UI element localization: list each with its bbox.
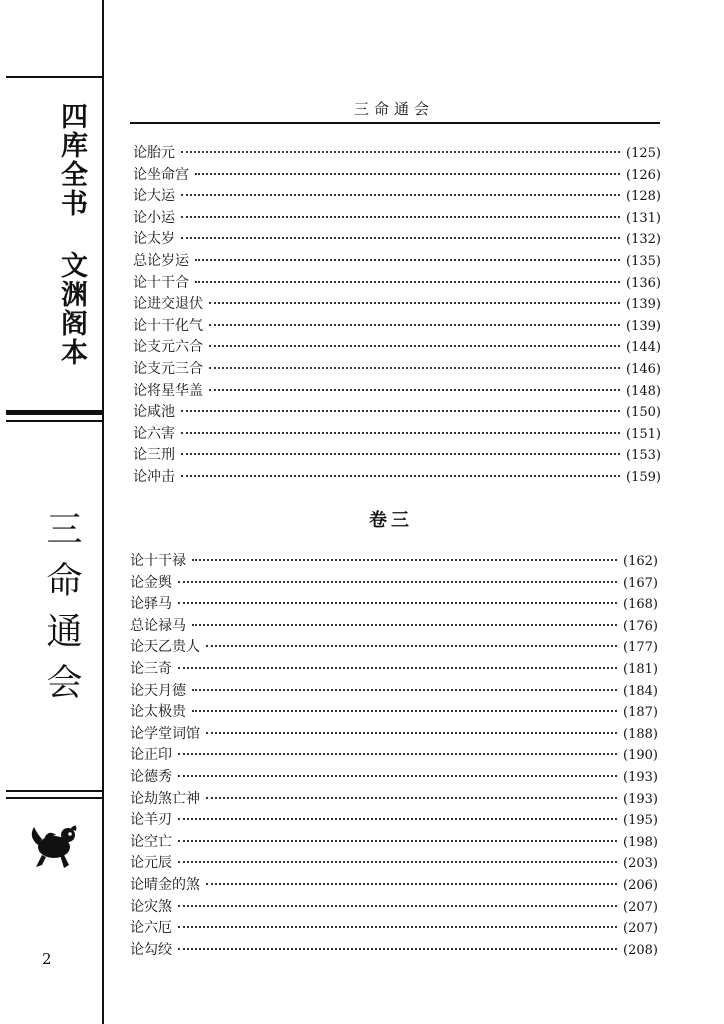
toc-entry [130,615,658,637]
toc-entry-page: (193) [623,769,658,785]
toc-entry [130,593,658,615]
dot-leader [192,559,617,561]
toc-entry-title: 论勾绞 [130,941,172,958]
toc-entry-page: (126) [626,167,661,183]
toc-entry [130,680,658,702]
toc-entry [133,142,661,164]
dragon-emblem-icon [26,815,82,871]
dot-leader [181,237,620,239]
dot-leader [181,151,620,153]
toc-entry-title: 论支元三合 [133,360,203,377]
divider [6,797,102,799]
dot-leader [178,905,617,907]
toc-entry [130,809,658,831]
toc-entry-page: (131) [626,210,661,226]
toc-entry-title: 论进交退伏 [133,296,203,313]
toc-entry-title: 论三刑 [133,447,175,464]
dot-leader [209,324,620,326]
toc-entry-page: (139) [626,318,661,334]
toc-entry [130,852,658,874]
toc-entry [133,272,661,294]
dot-leader [209,389,620,391]
toc-entry-title: 论胎元 [133,145,175,161]
toc-entry-page: (188) [623,726,658,742]
toc-entry [133,444,661,466]
dot-leader [178,948,617,950]
toc-entry-title: 论太岁 [133,231,175,248]
toc-list [130,550,658,960]
toc-entry-page: (139) [626,297,661,313]
toc-entry-title: 论元辰 [130,855,172,872]
toc-entry-page: (146) [626,361,661,377]
toc-entry [130,831,658,853]
toc-entry-title: 总论岁运 [133,252,189,269]
toc-entry-page: (195) [623,813,658,829]
toc-entry-page: (132) [626,232,661,248]
dot-leader [195,173,620,175]
toc-entry [133,380,661,402]
dot-leader [178,861,617,863]
toc-entry [130,744,658,766]
toc-entry-title: 论劫煞亡神 [130,790,200,807]
toc-entry [133,228,661,250]
dot-leader [195,281,620,283]
toc-entry [130,723,658,745]
toc-entry [130,658,658,680]
toc-entry-page: (176) [623,618,658,634]
toc-entry [133,293,661,315]
toc-entry-page: (207) [623,899,658,915]
toc-entry-title: 总论禄马 [130,617,186,634]
divider [6,76,102,78]
toc-entry-page: (207) [623,921,658,937]
toc-entry-title: 论驿马 [130,596,172,613]
toc-entry-page: (136) [626,275,661,291]
dot-leader [181,216,620,218]
dot-leader [206,645,617,647]
margin-rule [102,0,104,1024]
toc-entry [130,572,658,594]
toc-entry-page: (153) [626,448,661,464]
dot-leader [209,345,620,347]
page-number: 2 [42,950,52,968]
toc-entry-title: 论坐命宫 [133,166,189,183]
toc-entry-page: (151) [626,426,661,442]
left-margin-column [0,0,104,1024]
toc-entry-title: 论羊刃 [130,812,172,829]
volume-heading: 卷三 [369,510,413,531]
toc-entry-page: (203) [623,856,658,872]
toc-entry-title: 论德秀 [130,768,172,785]
dot-leader [192,689,617,691]
toc-entry [133,423,661,445]
dot-leader [206,797,617,799]
running-header-title: 三命通会 [354,100,435,118]
toc-list [133,142,661,488]
toc-entry-title: 论六厄 [130,920,172,937]
dot-leader [181,453,620,455]
dot-leader [209,367,620,369]
toc-entry-title: 论三奇 [130,660,172,677]
dot-leader [192,710,617,712]
dot-leader [178,602,617,604]
toc-entry [133,401,661,423]
toc-entry [130,896,658,918]
toc-entry-title: 论十干化气 [133,317,203,334]
dot-leader [181,432,620,434]
dot-leader [178,840,617,842]
toc-entry-title: 论冲击 [133,468,175,485]
dot-leader [206,732,617,734]
toc-entry [130,701,658,723]
divider [6,790,102,792]
toc-entry-title: 论十干合 [133,274,189,291]
toc-entry-title: 论灾煞 [130,898,172,915]
toc-entry [133,315,661,337]
toc-entry-title: 论金舆 [130,574,172,591]
dot-leader [178,818,617,820]
dot-leader [178,753,617,755]
divider [6,410,102,415]
divider [6,420,102,422]
dot-leader [195,259,620,261]
dot-leader [181,475,620,477]
dot-leader [178,775,617,777]
dot-leader [178,667,617,669]
toc-entry-title: 论学堂词馆 [130,725,200,742]
toc-entry [133,466,661,488]
dot-leader [209,302,620,304]
toc-entry-title: 论将星华盖 [133,382,203,399]
toc-entry [130,766,658,788]
book-title-vertical: 三命通会 [41,510,82,714]
toc-entry-title: 论正印 [130,747,172,764]
toc-entry-page: (128) [626,189,661,205]
toc-entry-title: 论大运 [133,188,175,205]
toc-entry [133,164,661,186]
toc-entry-title: 论空亡 [130,833,172,850]
toc-entry-page: (184) [623,683,658,699]
toc-entry-page: (208) [623,942,658,958]
toc-entry [130,917,658,939]
toc-entry-title: 论天月德 [130,682,186,699]
toc-entry-title: 论天乙贵人 [130,639,200,656]
toc-entry-page: (135) [626,253,661,269]
toc-entry-page: (167) [623,575,658,591]
library-edition-title: 四库全书 文渊阁本 [56,102,87,367]
header-rule [130,122,660,124]
toc-entry [130,874,658,896]
toc-entry [133,185,661,207]
dot-leader [178,926,617,928]
toc-entry-page: (148) [626,383,661,399]
dot-leader [206,883,617,885]
toc-entry-title: 论支元六合 [133,339,203,356]
toc-entry [133,250,661,272]
toc-entry-title: 论咸池 [133,404,175,421]
toc-entry-title: 论太极贵 [130,704,186,721]
dot-leader [192,624,617,626]
dot-leader [181,194,620,196]
toc-entry-page: (177) [623,640,658,656]
toc-entry [130,788,658,810]
toc-entry-page: (168) [623,597,658,613]
toc-entry [130,636,658,658]
toc-entry-page: (181) [623,661,658,677]
toc-entry-page: (198) [623,834,658,850]
toc-entry-page: (150) [626,405,661,421]
toc-entry-page: (162) [623,554,658,569]
dot-leader [178,581,617,583]
toc-entry-page: (144) [626,340,661,356]
toc-entry-title: 论小运 [133,209,175,226]
toc-entry-page: (193) [623,791,658,807]
toc-entry-title: 论六害 [133,425,175,442]
toc-entry-title: 论十干禄 [130,553,186,569]
dot-leader [181,410,620,412]
toc-entry [133,207,661,229]
toc-entry-page: (190) [623,748,658,764]
toc-entry-title: 论晴金的煞 [130,876,200,893]
toc-entry-page: (159) [626,469,661,485]
toc-entry-page: (125) [626,146,661,161]
toc-entry-page: (187) [623,705,658,721]
toc-entry-page: (206) [623,877,658,893]
toc-entry [130,939,658,961]
toc-entry [130,550,658,572]
toc-entry [133,336,661,358]
toc-entry [133,358,661,380]
